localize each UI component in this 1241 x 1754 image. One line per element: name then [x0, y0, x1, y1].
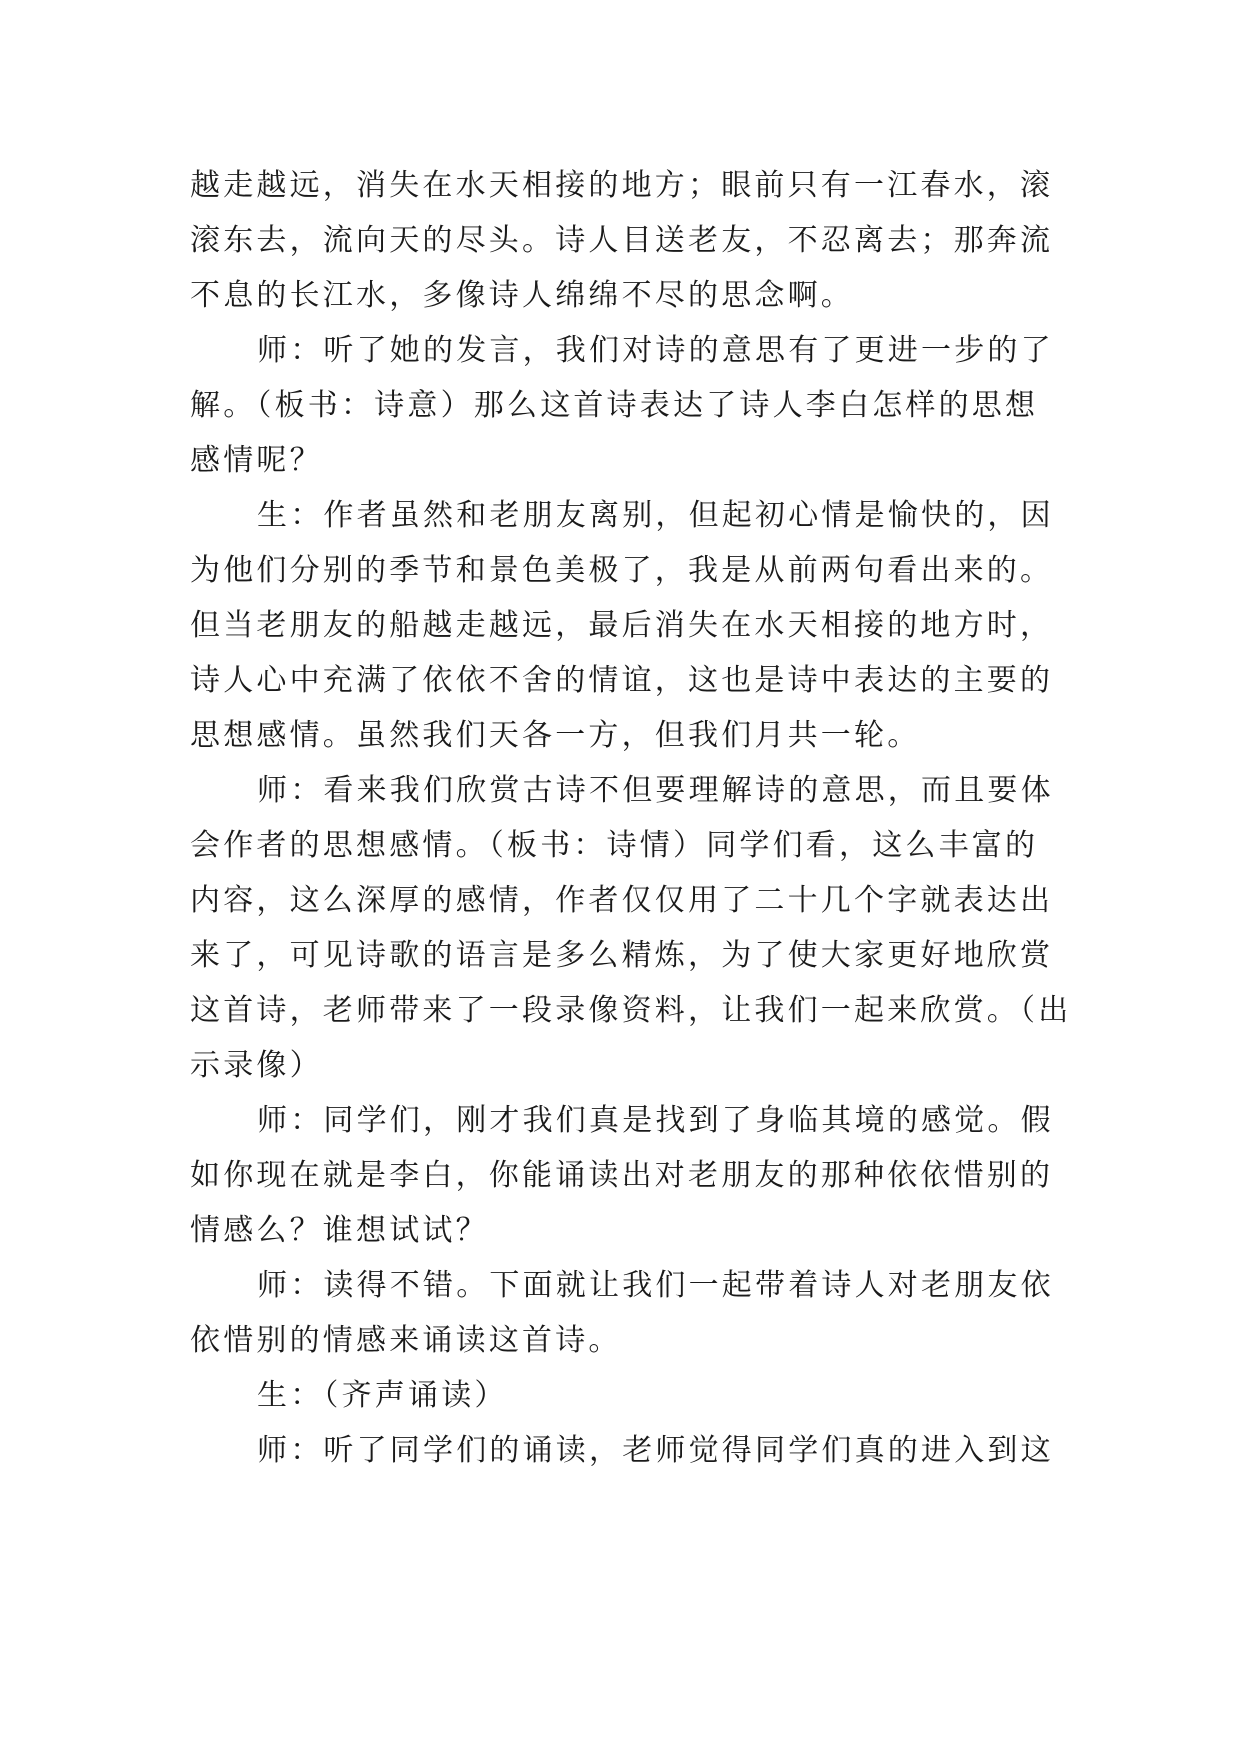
- text-line: 为他们分别的季节和景色美极了，我是从前两句看出来的。: [190, 553, 1054, 588]
- text-line: 师：读得不错。下面就让我们一起带着诗人对老朋友依: [257, 1268, 1054, 1303]
- text-line: 不息的长江水，多像诗人绵绵不尽的思念啊。: [190, 278, 854, 313]
- text-line: 思想感情。虽然我们天各一方，但我们月共一轮。: [190, 718, 921, 753]
- text-line: 滚东去，流向天的尽头。诗人目送老友，不忍离去；那奔流: [190, 223, 1054, 258]
- text-line: 诗人心中充满了依依不舍的情谊，这也是诗中表达的主要的: [190, 663, 1054, 698]
- text-line: 生：作者虽然和老朋友离别，但起初心情是愉快的，因: [257, 498, 1054, 533]
- text-line: 来了，可见诗歌的语言是多么精炼，为了使大家更好地欣赏: [190, 938, 1054, 973]
- text-line: 会作者的思想感情。（板书：诗情）同学们看，这么丰富的: [190, 828, 1039, 863]
- text-line: 生：（齐声诵读）: [257, 1378, 508, 1413]
- text-line: 师：同学们，刚才我们真是找到了身临其境的感觉。假: [257, 1103, 1054, 1138]
- text-line: 解。（板书：诗意）那么这首诗表达了诗人李白怎样的思想: [190, 388, 1039, 423]
- text-line: 这首诗，老师带来了一段录像资料，让我们一起来欣赏。（出: [190, 993, 1072, 1028]
- text-line: 示录像）: [190, 1048, 323, 1083]
- text-line: 感情呢？: [190, 443, 323, 478]
- text-line: 但当老朋友的船越走越远，最后消失在水天相接的地方时，: [190, 608, 1054, 643]
- text-line: 师：听了她的发言，我们对诗的意思有了更进一步的了: [257, 333, 1054, 368]
- text-line: 如你现在就是李白，你能诵读出对老朋友的那种依依惜别的: [190, 1158, 1054, 1193]
- body-text: [190, 158, 1070, 1478]
- text-line: 越走越远，消失在水天相接的地方；眼前只有一江春水，滚: [190, 168, 1054, 203]
- text-line: 师：听了同学们的诵读，老师觉得同学们真的进入到这: [257, 1433, 1054, 1468]
- text-line: 师：看来我们欣赏古诗不但要理解诗的意思，而且要体: [257, 773, 1054, 808]
- text-line: 内容，这么深厚的感情，作者仅仅用了二十几个字就表达出: [190, 883, 1054, 918]
- text-line: 情感么？谁想试试？: [190, 1213, 489, 1248]
- text-line: 依惜别的情感来诵读这首诗。: [190, 1323, 622, 1358]
